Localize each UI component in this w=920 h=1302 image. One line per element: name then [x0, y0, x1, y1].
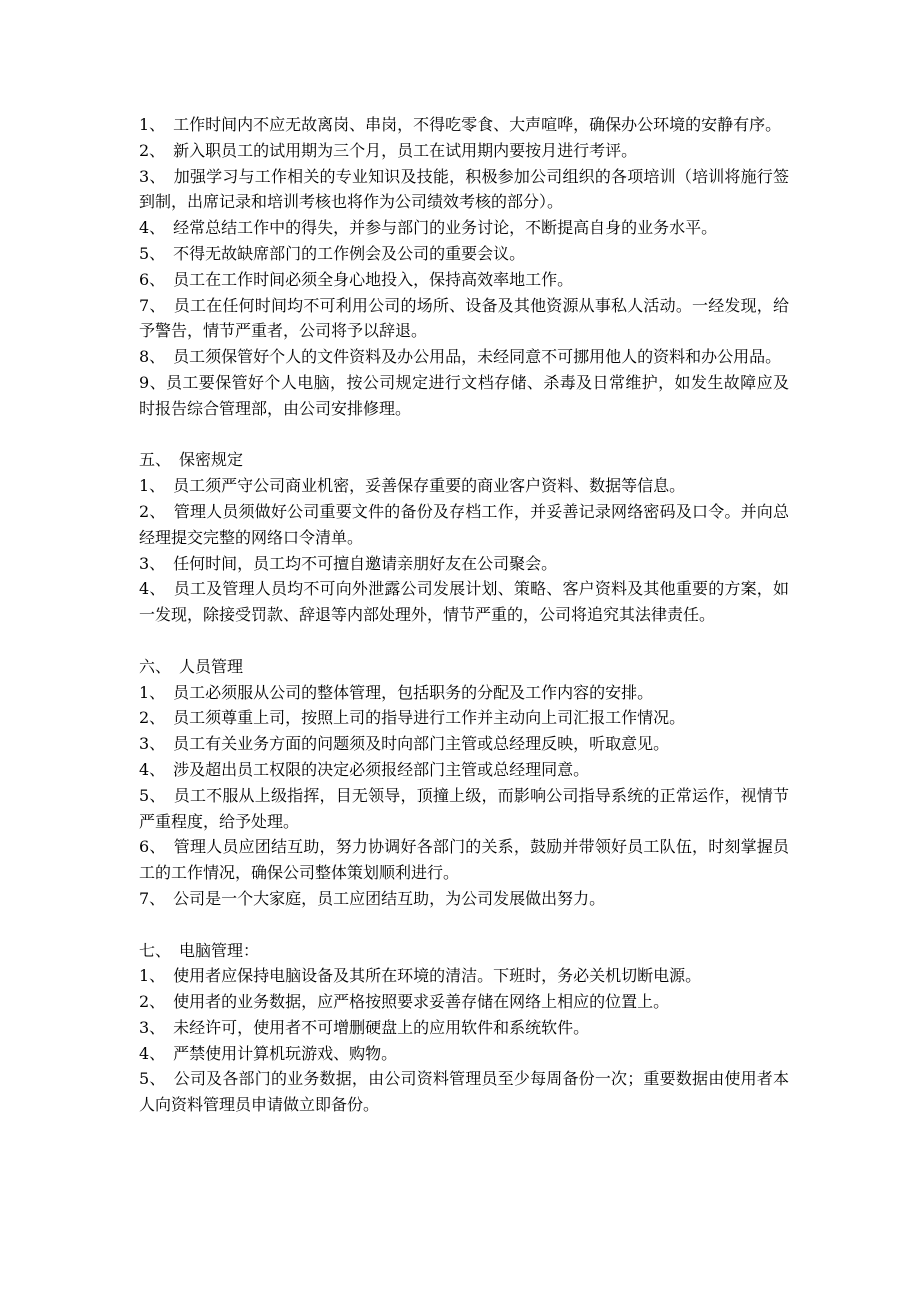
rule-item: 3、 任何时间，员工均不可擅自邀请亲朋好友在公司聚会。	[139, 553, 558, 573]
rule-item: 5、 不得无故缺席部门的工作例会及公司的重要会议。	[139, 243, 526, 263]
section-confidentiality	[139, 447, 789, 628]
rule-item: 9、员工要保管好个人电脑，按公司规定进行文档存储、杀毒及日常维护，如发生故障应及时报告综合管理部，由公司安排修理。	[139, 372, 789, 418]
rule-item: 3、 员工有关业务方面的问题须及时向部门主管或总经理反映，听取意见。	[139, 734, 670, 754]
rule-item: 4、 严禁使用计算机玩游戏、购物。	[139, 1043, 398, 1063]
rule-item: 1、 员工必须服从公司的整体管理，包括职务的分配及工作内容的安排。	[139, 682, 654, 702]
rule-item: 2、 新入职员工的试用期为三个月，员工在试用期内要按月进行考评。	[139, 140, 638, 160]
section-heading: 六、 人员管理	[139, 656, 244, 676]
document-page	[139, 112, 789, 1118]
rule-item: 2、 管理人员须做好公司重要文件的备份及存档工作，并妥善记录网络密码及口令。并向总经理提交完整的网络口令清单。	[139, 501, 789, 547]
rule-item: 6、 员工在工作时间必须全身心地投入，保持高效率地工作。	[139, 269, 574, 289]
rule-item: 1、 员工须严守公司商业机密，妥善保存重要的商业客户资料、数据等信息。	[139, 476, 686, 496]
rule-item: 8、 员工须保管好个人的文件资料及办公用品，未经同意不可挪用他人的资料和办公用品。	[139, 347, 782, 367]
rule-item: 1、 使用者应保持电脑设备及其所在环境的清洁。下班时，务必关机切断电源。	[139, 966, 702, 986]
section-personnel	[139, 654, 789, 912]
rule-item: 2、 使用者的业务数据，应严格按照要求妥善存储在网络上相应的位置上。	[139, 992, 670, 1012]
section-computer	[139, 938, 789, 1119]
rule-item: 7、 员工在任何时间均不可利用公司的场所、设备及其他资源从事私人活动。一经发现，给予警告，情节严重者，公司将予以辞退。	[139, 295, 789, 341]
rule-item: 1、 工作时间内不应无故离岗、串岗，不得吃零食、大声喧哗，确保办公环境的安静有序。	[139, 115, 782, 134]
rule-item: 5、 员工不服从上级指挥，目无领导，顶撞上级，而影响公司指导系统的正常运作，视情节严重程度，给予处理。	[139, 785, 789, 831]
rule-item: 4、 员工及管理人员均不可向外泄露公司发展计划、策略、客户资料及其他重要的方案，如一发现，除接受罚款、辞退等内部处理外，情节严重的，公司将追究其法律责任。	[139, 579, 789, 625]
section-heading: 五、 保密规定	[139, 450, 244, 470]
rule-item: 4、 经常总结工作中的得失，并参与部门的业务讨论，不断提高自身的业务水平。	[139, 218, 718, 238]
rule-item: 2、 员工须尊重上司，按照上司的指导进行工作并主动向上司汇报工作情况。	[139, 708, 686, 728]
section-general-rules	[139, 112, 789, 422]
rule-item: 4、 涉及超出员工权限的决定必须报经部门主管或总经理同意。	[139, 759, 590, 779]
rule-item: 7、 公司是一个大家庭，员工应团结互助，为公司发展做出努力。	[139, 888, 606, 908]
section-heading: 七、 电脑管理：	[139, 940, 260, 960]
rule-item: 6、 管理人员应团结互助，努力协调好各部门的关系，鼓励并带领好员工队伍，时刻掌握员工的工作情况，确保公司整体策划顺利进行。	[139, 837, 789, 883]
rule-item: 3、 未经许可，使用者不可增删硬盘上的应用软件和系统软件。	[139, 1017, 590, 1037]
rule-item: 3、 加强学习与工作相关的专业知识及技能，积极参加公司组织的各项培训（培训将施行签到制，出席记录和培训考核也将作为公司绩效考核的部分）。	[139, 166, 789, 212]
rule-item: 5、 公司及各部门的业务数据，由公司资料管理员至少每周备份一次；重要数据由使用者本人向资料管理员申请做立即备份。	[139, 1069, 789, 1115]
